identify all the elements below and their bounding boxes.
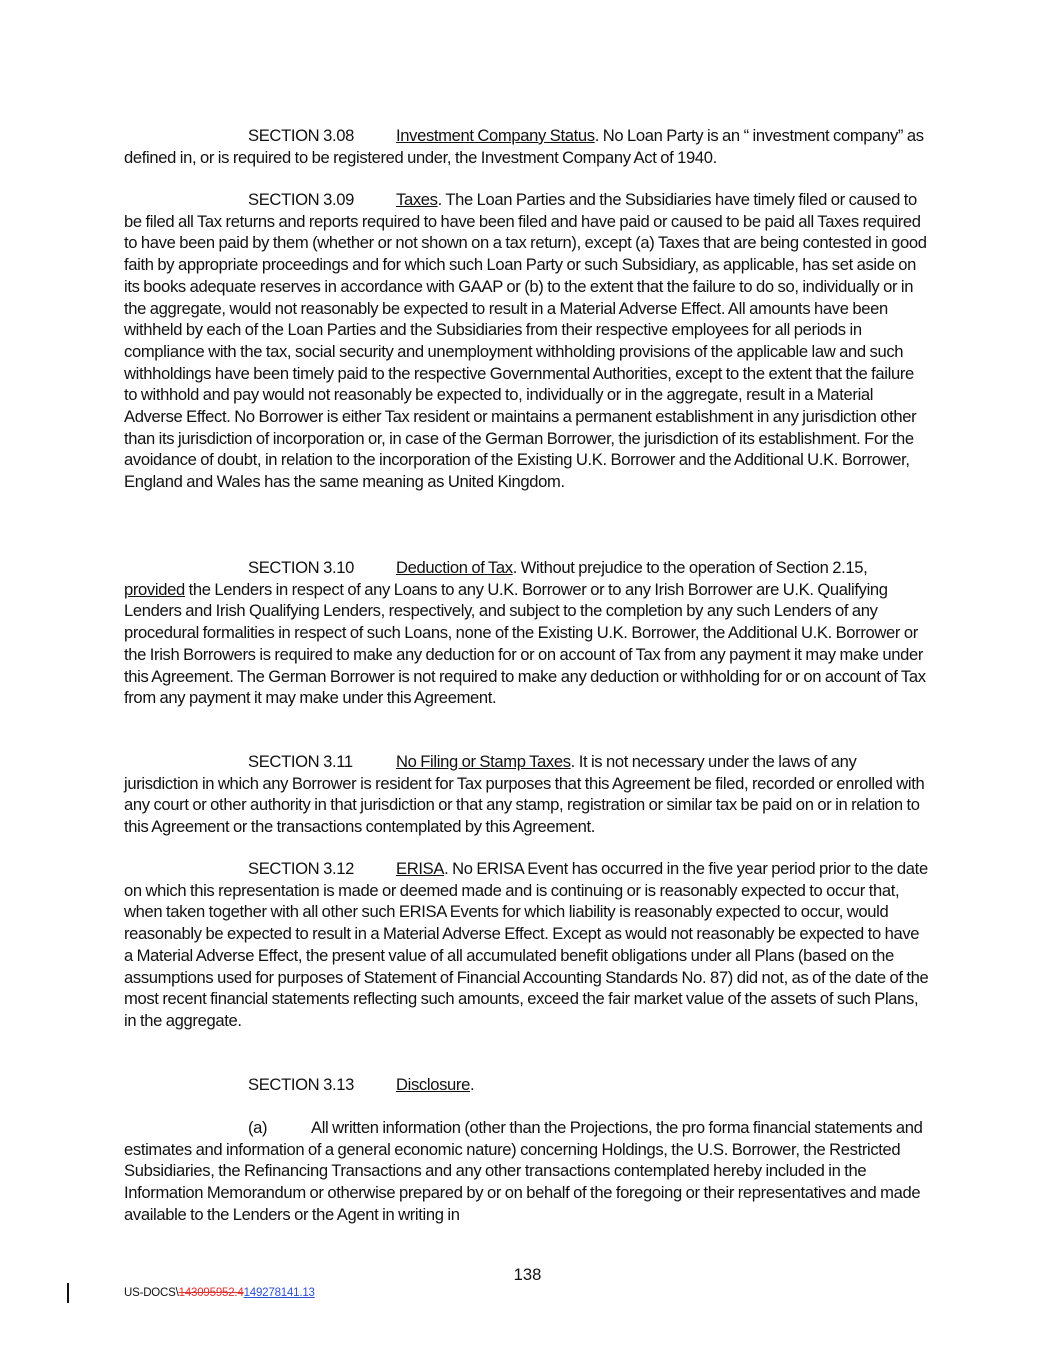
clause-text: All written information (other than the Projections, the pro forma financial statements and estimates and information of a general economic nature) concerning Holdings, the U.S. Borrower, the Restricted Subsidiaries, the Refinancing Transactions and any other transactions contemplated hereby included in the Information Memorandum or otherwise prepared by or on behalf of the foregoing or their representatives and made available to the Lenders or the Agent in writing in — [124, 1118, 923, 1224]
section-text: . It is not necessary under the laws of any jurisdiction in which any Borrower is resident for Tax purposes that this Agreement be filed, recorded or enrolled with any court or other authority in that jurisdiction or that any stamp, registration or similar tax be paid on or in relation to this Agreement or the transactions contemplated by this Agreement. — [124, 752, 925, 837]
clause-label: (a) — [248, 1118, 268, 1137]
section-text: . The Loan Parties and the Subsidiaries have timely filed or caused to be filed all Tax returns and reports required to have been filed and have paid or caused to be paid all Taxes required to have been paid by them (whether or not shown on a tax return), except (a) Taxes that are being contested in good faith by appropriate proceedings and for which such Loan Party or such Subsidiary, as applicable, has set aside on its books adequate reserves in accordance with GAAP or (b) to the extent that the failure to do so, individually or in the aggregate, would not reasonably be expected to result in a Material Adverse Effect. All amounts have been withheld by each of the Loan Parties and the Subsidiaries from their respective employees for all periods in compliance with the tax, social security and unemployment withholding provisions of the applicable law and such withholdings have been timely paid to the respective Governmental Authorities, except to the extent that the failure to withhold and pay would not reasonably be expected to, individually or in the aggregate, result in a Material Adverse Effect. No Borrower is either Tax resident or maintains a permanent establishment in any jurisdiction other than its jurisdiction of incorporation or, in case of the German Borrower, the jurisdiction of its establishment. For the avoidance of doubt, in relation to the incorporation of the Existing U.K. Borrower and the Additional U.K. Borrower, England and Wales has the same meaning as United Kingdom. — [124, 190, 927, 492]
section-title: ERISA — [396, 859, 445, 878]
section-3-09-paragraph — [124, 189, 929, 493]
section-title: Deduction of Tax — [396, 558, 513, 577]
change-bar — [67, 1283, 69, 1303]
page-number: 138 — [513, 1265, 542, 1284]
section-label: SECTION 3.10 — [248, 558, 354, 577]
section-text: . No ERISA Event has occurred in the five year period prior to the date on which this representation is made or deemed made and is continuing or is reasonably expected to occur that, when taken together with all other such ERISA Events for which liability is reasonably expected to occur, would reasonably be expected to result in a Material Adverse Effect. Except as would not reasonably be expected to have a Material Adverse Effect, the present value of all accumulated benefit obligations under all Plans (based on the assumptions used for purposes of Statement of Financial Accounting Standards No. 87) did not, as of the date of the most recent financial statements reflecting such amounts, exceed the fair market value of the assets of such Plans, in the aggregate. — [124, 859, 929, 1030]
section-title: Disclosure — [396, 1075, 470, 1094]
section-3-12-paragraph — [124, 858, 929, 1032]
section-text: . Without prejudice to the operation of Section 2.15, — [512, 558, 868, 577]
section-3-13-a-paragraph — [124, 1117, 929, 1226]
section-title: No Filing or Stamp Taxes — [396, 752, 571, 771]
section-text: . No Loan Party is an “ investment company” as defined in, or is required to be registered under, the Investment Company Act of 1940. — [124, 126, 924, 167]
section-3-10-paragraph — [124, 557, 929, 709]
section-3-08-paragraph — [124, 125, 929, 168]
document-id-footer — [124, 1287, 315, 1299]
section-3-11-paragraph — [124, 751, 929, 838]
doc-id-deleted: 143095952.4 — [178, 1287, 244, 1299]
section-3-13-heading — [124, 1074, 929, 1096]
doc-id-prefix: US-DOCS\ — [124, 1287, 179, 1299]
section-label: SECTION 3.12 — [248, 859, 354, 878]
section-text: . — [469, 1075, 475, 1094]
section-label: SECTION 3.09 — [248, 190, 354, 209]
section-text-continued: the Lenders in respect of any Loans to any U.K. Borrower or to any Irish Borrower are U.K. Qualifying Lenders and Irish Qualifying Lenders, respectively, and subject to the completion by any such Lenders of any procedural formalities in respect of such Loans, none of the Existing U.K. Borrower, the Additional U.K. Borrower or the Irish Borrowers is required to make any deduction for or on account of Tax from any payment it may make under this Agreement. The German Borrower is not required to make any deduction or withholding for or on account of Tax from any payment it may make under this Agreement. — [124, 579, 926, 708]
section-label: SECTION 3.13 — [248, 1075, 354, 1094]
doc-id-inserted: 149278141.13 — [243, 1287, 315, 1299]
section-label: SECTION 3.08 — [248, 126, 354, 145]
section-label: SECTION 3.11 — [248, 752, 353, 771]
section-title: Taxes — [396, 190, 438, 209]
provided-term: provided — [124, 579, 185, 599]
section-title: Investment Company Status — [396, 126, 595, 145]
